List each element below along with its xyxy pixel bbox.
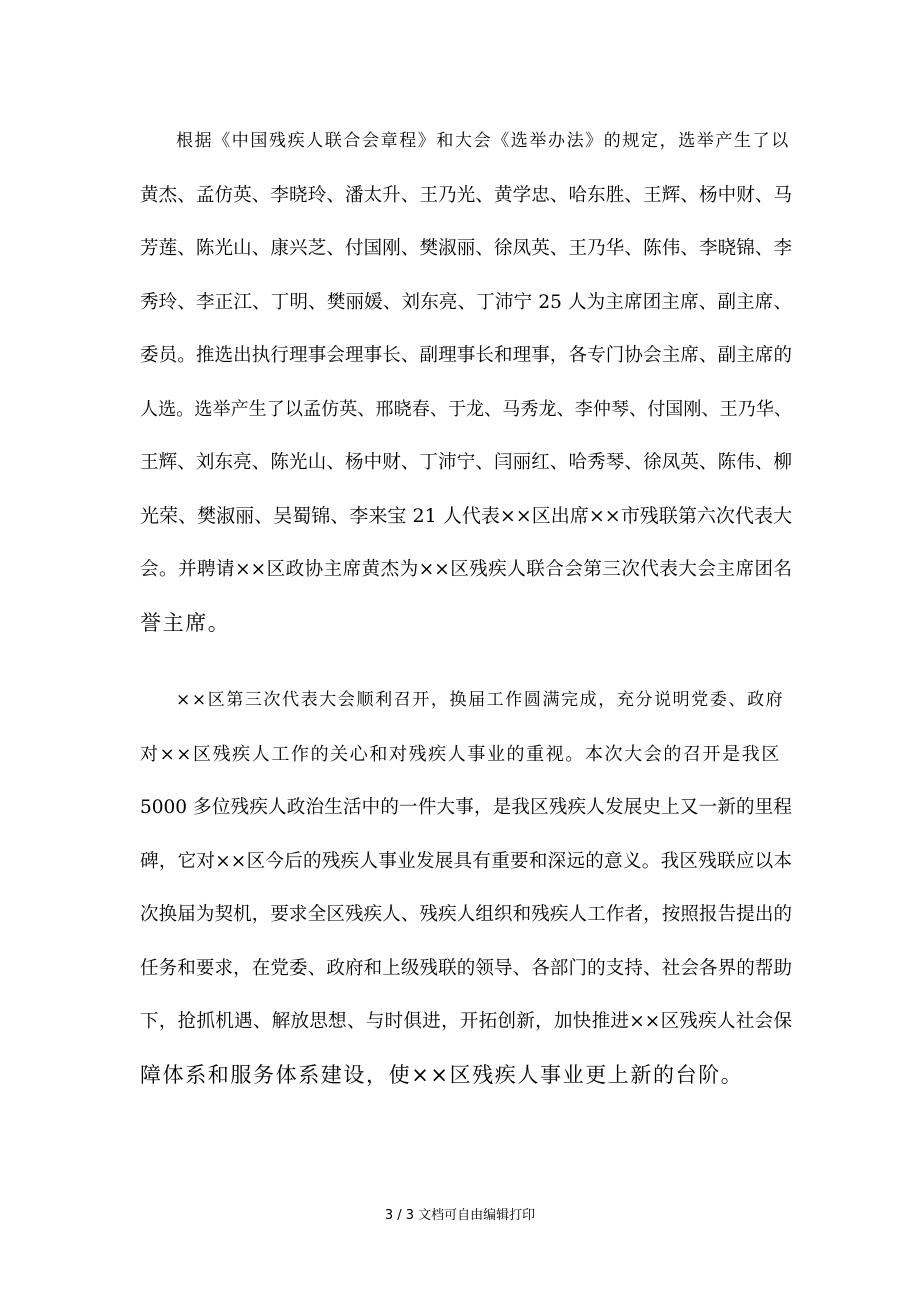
paragraph-line: 誉主席。 (140, 610, 231, 635)
paragraph-line: 人选。选举产生了以孟仿英、邢晓春、于龙、马秀龙、李仲琴、付国刚、王乃华、 (140, 398, 792, 420)
page-footer: 3 / 3 文档可自由编辑打印 (384, 1208, 536, 1223)
document-body (140, 115, 792, 1102)
paragraph-line: 5000 多位残疾人政治生活中的一件大事，是我区残疾人发展史上又一新的里程 (140, 797, 792, 818)
paragraph-line: 任务和要求，在党委、政府和上级残联的领导、各部门的支持、社会各界的帮助 (140, 957, 792, 979)
paragraph-line: 碑，它对××区今后的残疾人事业发展具有重要和深远的意义。我区残联应以本 (140, 850, 792, 872)
paragraph-line: 光荣、樊淑丽、吴蜀锦、李来宝 21 人代表××区出席××市残联第六次代表大 (140, 504, 792, 527)
paragraph-line: 委员。推选出执行理事会理事长、副理事长和理事，各专门协会主席、副主席的 (140, 345, 792, 366)
paragraph-line: 秀玲、李正江、丁明、樊丽媛、刘东亮、丁沛宁 25 人为主席团主席、副主席、 (140, 291, 792, 313)
paragraph-line: 会。并聘请××区政协主席黄杰为××区残疾人联合会第三次代表大会主席团名 (140, 559, 792, 580)
paragraph-line: 王辉、刘东亮、陈光山、杨中财、丁沛宁、闫丽红、哈秀琴、徐凤英、陈伟、柳 (140, 452, 792, 473)
paragraph-line: 障体系和服务体系建设，使××区残疾人事业更上新的台阶。 (140, 1062, 744, 1087)
paragraph-spacer (140, 650, 792, 674)
paragraph-line: 对××区残疾人工作的关心和对残疾人事业的重视。本次大会的召开是我区 (140, 743, 781, 765)
paragraph-line: 下，抢抓机遇、解放思想、与时俱进，开拓创新，加快推进××区残疾人社会保 (140, 1011, 792, 1032)
paragraph-conclusion (140, 674, 792, 1102)
paragraph-line: 根据《中国残疾人联合会章程》和大会《选举办法》的规定，选举产生了以 (176, 131, 790, 151)
paragraph-line: 黄杰、孟仿英、李晓玲、潘太升、王乃光、黄学忠、哈东胜、王辉、杨中财、马 (140, 184, 792, 206)
paragraph-election-results (140, 115, 792, 650)
paragraph-line: 次换届为契机，要求全区残疾人、残疾人组织和残疾人工作者，按照报告提出的 (140, 904, 792, 925)
paragraph-line: ××区第三次代表大会顺利召开，换届工作圆满完成，充分说明党委、政府 (176, 690, 785, 710)
paragraph-line: 芳莲、陈光山、康兴芝、付国刚、樊淑丽、徐凤英、王乃华、陈伟、李晓锦、李 (140, 238, 792, 259)
